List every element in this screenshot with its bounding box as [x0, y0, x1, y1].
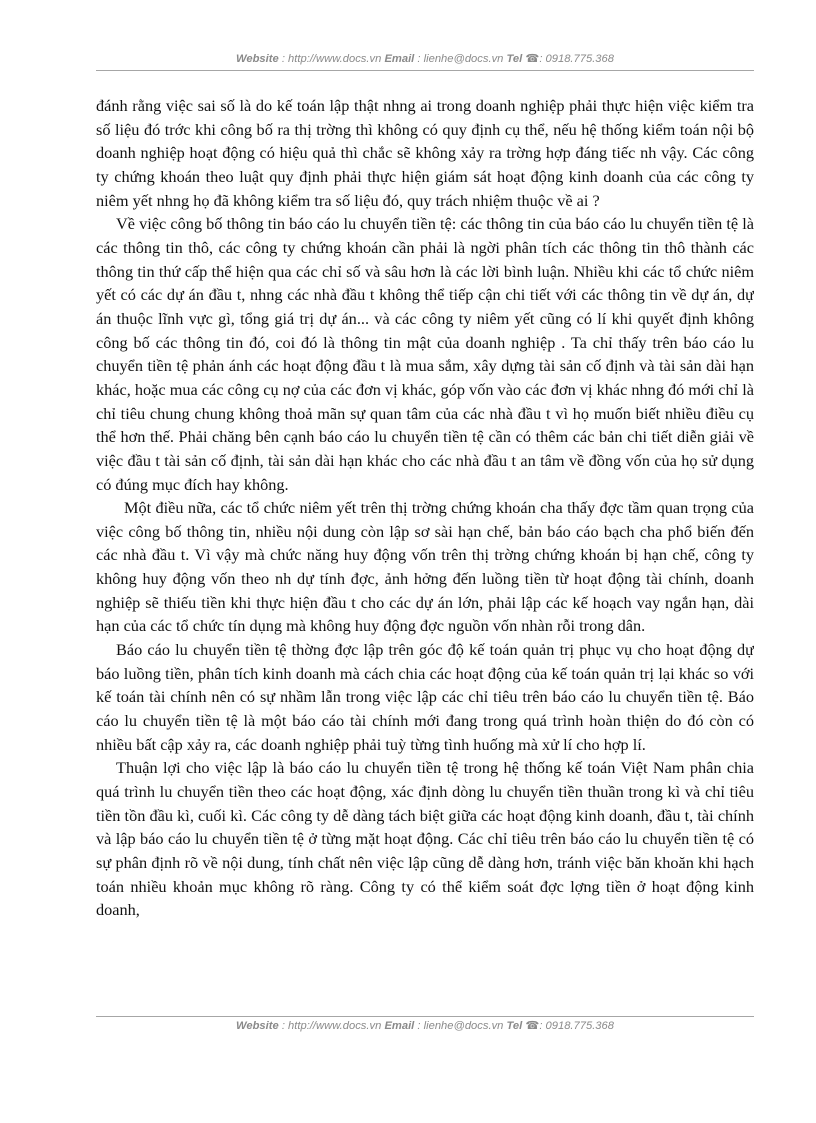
- footer-divider: [96, 1016, 754, 1017]
- paragraph: Một điều nữa, các tổ chức niêm yết trên thị trờng chứng khoán cha thấy đợc tầm quan trọng của việc công bố thông tin, nhiều nội dung còn lập sơ sài hạn chế, bản báo cáo bạch cha phổ biến đến các nhà đầu t. Vì vậy mà chức năng huy động vốn trên thị trờng chứng khoán bị hạn chế, công ty không huy động vốn theo nh dự tính đợc, ảnh hởng đến luồng tiền từ hoạt động tài chính, doanh nghiệp sẽ thiếu tiền khi thực hiện đầu t cho các dự án lớn, phải lập các kế hoạch vay ngắn hạn, dài hạn của các tổ chức tín dụng mà không huy động đợc nguồn vốn nhàn rỗi trong dân.: [96, 498, 754, 636]
- header-tel-label: Tel: [506, 53, 523, 65]
- page-footer: [96, 1019, 754, 1032]
- paragraph: Về việc công bố thông tin báo cáo lu chuyển tiền tệ: các thông tin của báo cáo lu chuyển tiền tệ là các thông tin thô, các công ty chứng khoán cần phải là ngời phân tích các thông tin thô thành các thông tin thứ cấp thể hiện qua các chỉ số và sâu hơn là các lời bình luận. Nhiều khi các tổ chức niêm yết có các dự án đầu t, nhng các nhà đầu t không thể tiếp cận chi tiết với các thông tin về dự án, dự án thuộc lĩnh vực gì, tổng giá trị dự án... và các công ty niêm yết cũng có lí khi quyết định không công bố các thông tin đó, coi đó là thông tin mật của doanh nghiệp . Ta chỉ thấy trên báo cáo lu chuyển tiền tệ phản ánh các hoạt động đầu t là mua sắm, xây dựng tài sản cố định và tài sản dài hạn khác, hoặc mua các công cụ nợ của các đơn vị khác, góp vốn vào các đơn vị khác nhng đó mới chỉ là chỉ tiêu chung chung không thoả mãn sự quan tâm của các nhà đầu t vì họ muốn biết nhiều điều cụ thể hơn thế. Phải chăng bên cạnh báo cáo lu chuyển tiền tệ cần có thêm các bản chi tiết diễn giải về việc đầu t tài sản cố định, tài sản dài hạn khác cho các nhà đầu t an tâm về đồng vốn của họ sử dụng có đúng mục đích hay không.: [96, 214, 754, 494]
- footer-tel-value: : 0918.775.368: [539, 1020, 614, 1032]
- header-website-label: Website: [236, 53, 279, 65]
- header-email-label: Email: [384, 53, 415, 65]
- header-website-value: : http://www.docs.vn: [281, 53, 382, 65]
- paragraph: đánh rằng việc sai số là do kế toán lập thật nhng ai trong doanh nghiệp phải thực hiện việc kiểm tra số liệu đó trớc khi công bố ra thị trờng thì không có quy định cụ thể, nếu hệ thống kiểm toán nội bộ doanh nghiệp hoạt động có hiệu quả thì chắc sẽ không xảy ra trờng hợp đáng tiếc nh vậy. Các công ty chứng khoán theo luật quy định phải thực hiện giám sát hoạt động kinh doanh của các công ty niêm yết nhng họ đã không kiểm tra số liệu đó, quy trách nhiệm thuộc về ai ?: [96, 96, 754, 210]
- paragraph: Báo cáo lu chuyển tiền tệ thờng đợc lập trên góc độ kế toán quản trị phục vụ cho hoạt động dự báo luồng tiền, phân tích kinh doanh mà cách chia các hoạt động của kế toán quản trị lại khác so với kế toán tài chính nên có sự nhầm lẫn trong việc lập các chỉ tiêu trên báo cáo lu chuyển tiền tệ. Báo cáo lu chuyển tiền tệ là một báo cáo tài chính mới đang trong quá trình hoàn thiện do đó còn có nhiều bất cập xảy ra, các doanh nghiệp phải tuỳ từng tình huống mà xử lí cho hợp lí.: [96, 640, 754, 754]
- footer-website-label: Website: [236, 1020, 279, 1032]
- footer-tel-label: Tel: [506, 1020, 523, 1032]
- page-header: [96, 52, 754, 65]
- header-email-value: : lienhe@docs.vn: [417, 53, 504, 65]
- header-divider: [96, 70, 754, 71]
- footer-email-label: Email: [384, 1020, 415, 1032]
- phone-icon: ☎: [525, 53, 540, 65]
- phone-icon: ☎: [525, 1020, 540, 1032]
- footer-website-value: : http://www.docs.vn: [281, 1020, 382, 1032]
- footer-email-value: : lienhe@docs.vn: [417, 1020, 504, 1032]
- paragraph: Thuận lợi cho việc lập là báo cáo lu chuyển tiền tệ trong hệ thống kế toán Việt Nam phân chia quá trình lu chuyển tiền theo các hoạt động, xác định dòng lu chuyển tiền thuần trong kì và chỉ tiêu tiền tồn đầu kì, cuối kì. Các công ty dễ dàng tách biệt giữa các hoạt động kinh doanh, đầu t, tài chính và lập báo cáo lu chuyển tiền tệ ở từng mặt hoạt động. Các chỉ tiêu trên báo cáo lu chuyển tiền tệ có sự phân định rõ về nội dung, tính chất nên việc lập cũng dễ dàng hơn, tránh việc băn khoăn khi hạch toán nhiều khoản mục không rõ ràng. Công ty có thể kiểm soát đợc lợng tiền ở hoạt động kinh doanh,: [96, 758, 754, 920]
- document-body: [96, 94, 754, 1018]
- header-tel-value: : 0918.775.368: [539, 53, 614, 65]
